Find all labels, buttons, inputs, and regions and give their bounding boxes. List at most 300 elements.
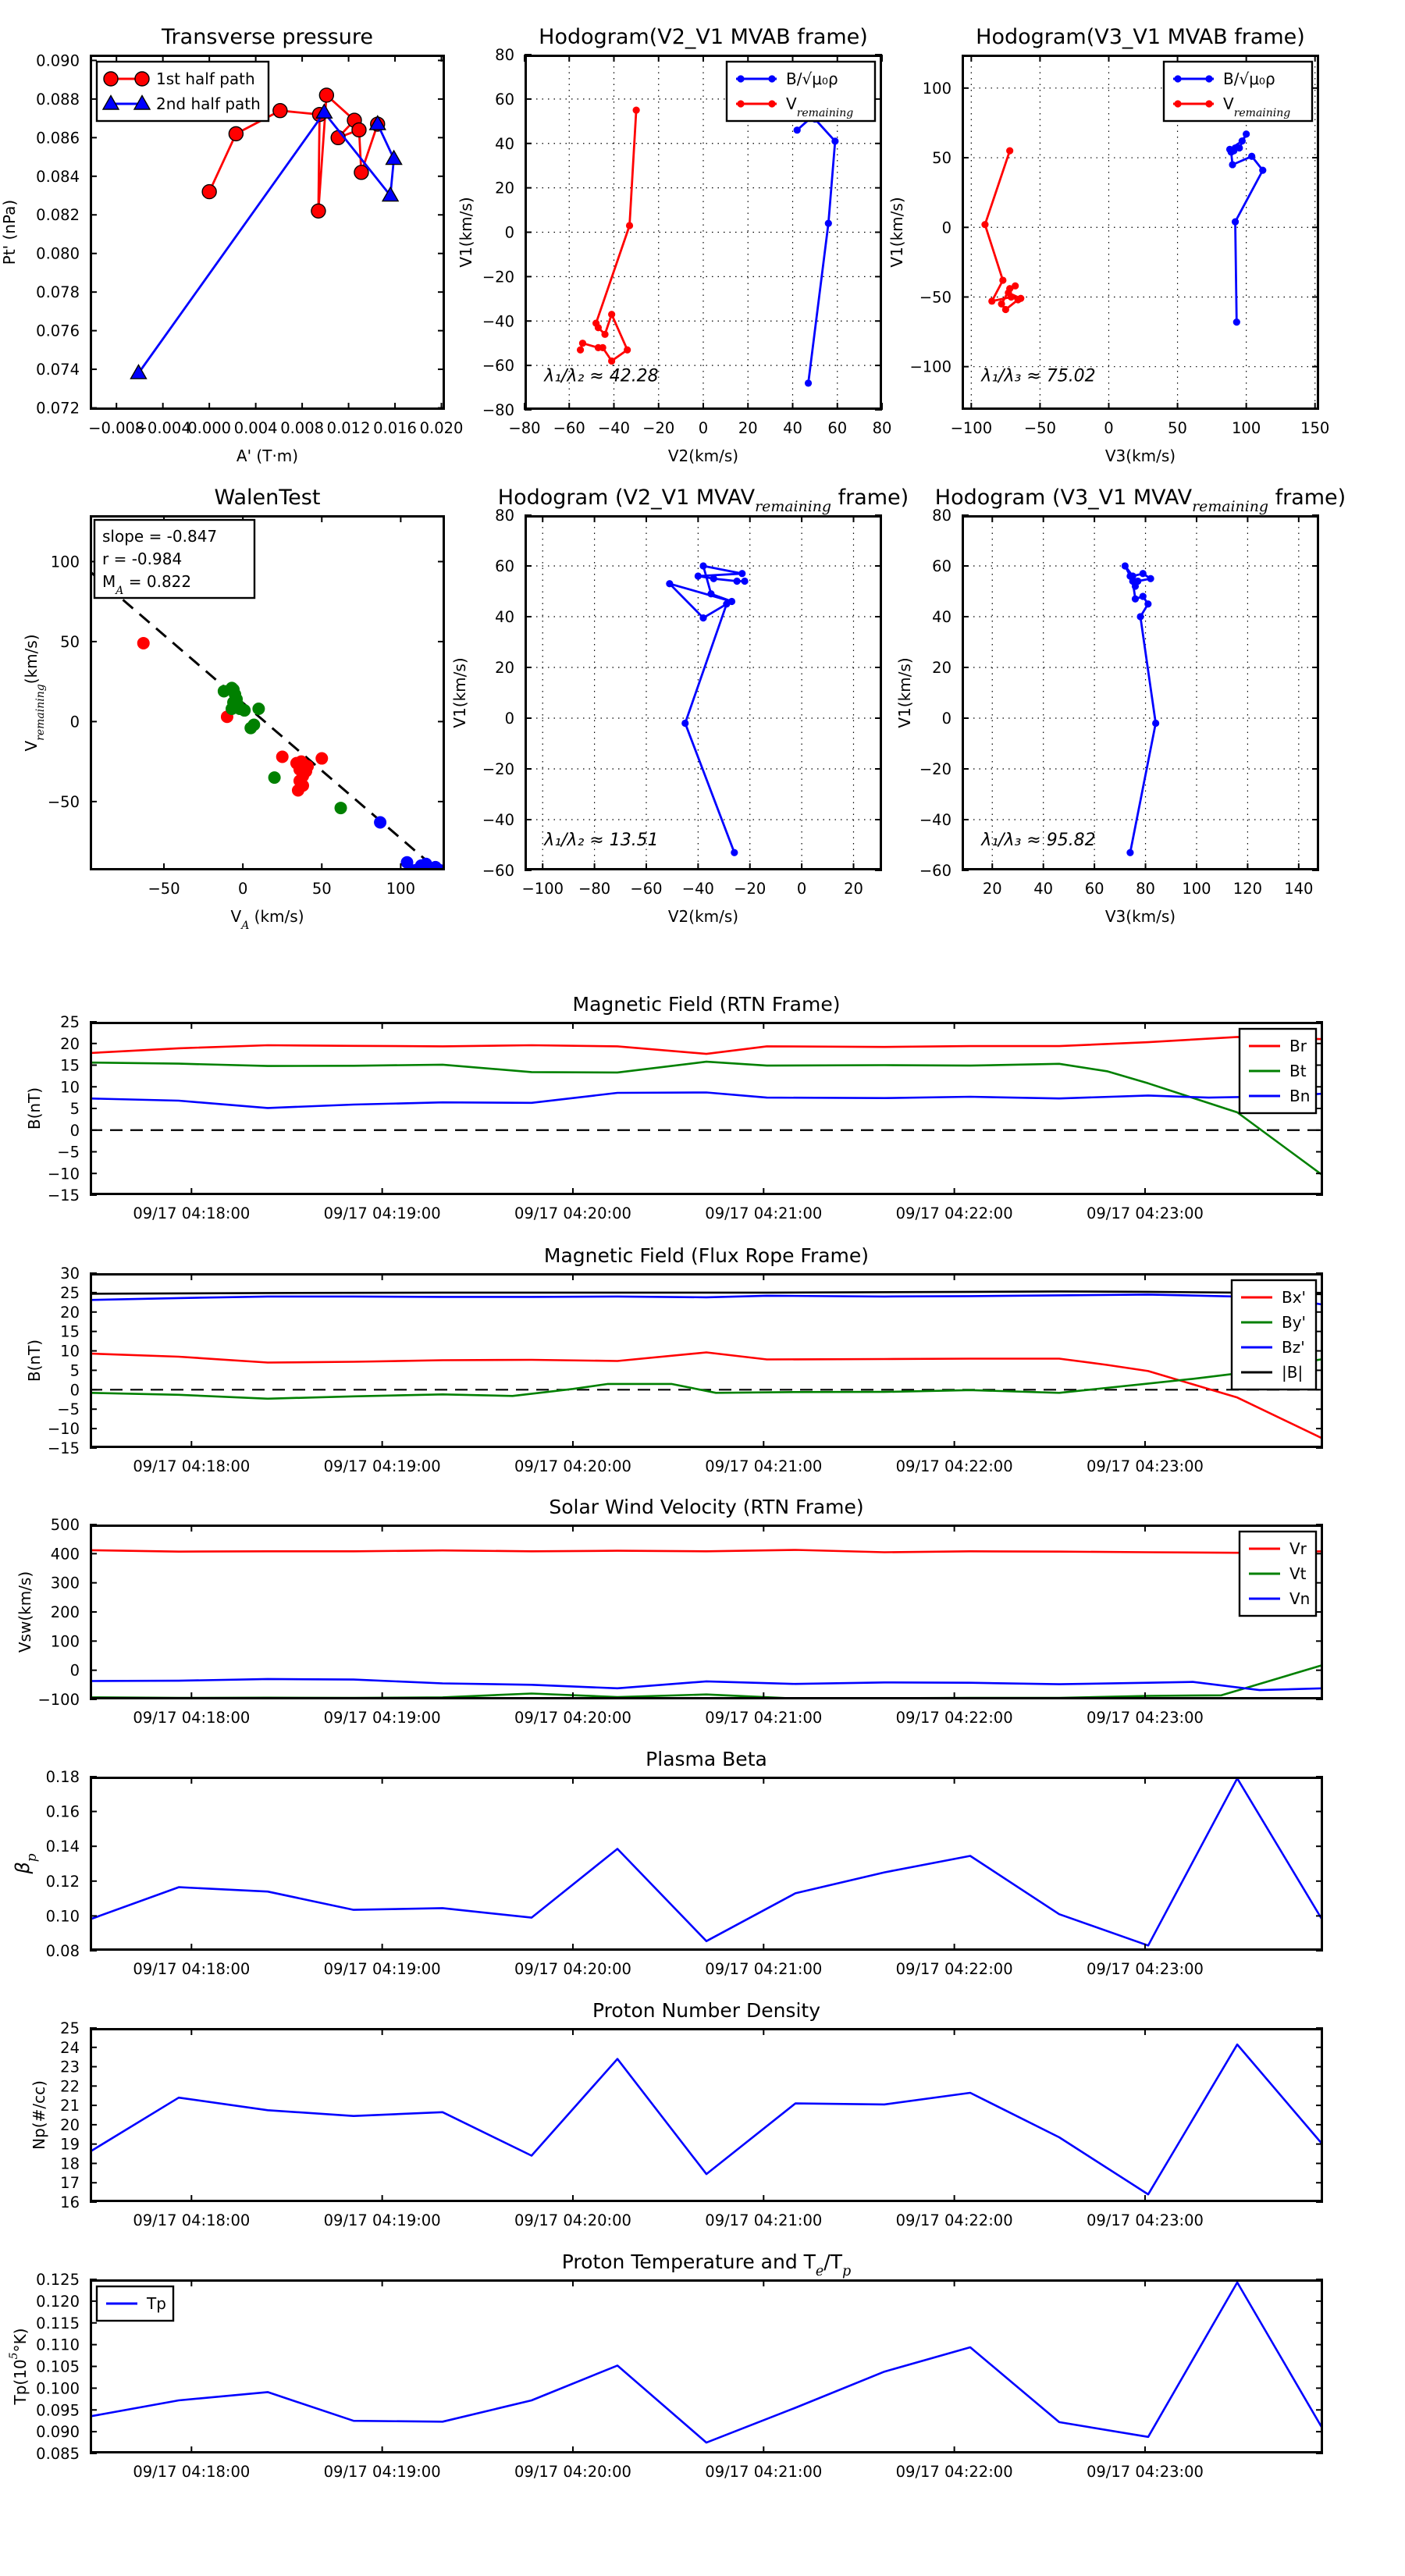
axes-frame <box>91 1275 1322 1447</box>
data-point-circle <box>352 123 366 137</box>
chart-title: Transverse pressure <box>162 25 373 49</box>
y-tick-label: 50 <box>932 149 951 168</box>
data-point-dot <box>738 570 745 577</box>
tick-marks <box>90 1273 1323 1448</box>
series-group <box>90 1550 1323 1699</box>
series-group <box>90 2044 1323 2194</box>
legend-label: 1st half path <box>156 69 255 88</box>
data-point-dot <box>595 324 602 331</box>
chart-transverse_pressure <box>0 25 464 465</box>
series-bx- <box>90 1353 1323 1439</box>
y-tick-label: −20 <box>482 760 514 778</box>
x-tick-label: 09/17 04:21:00 <box>705 1960 823 1978</box>
y-tick-label: 0.16 <box>45 1802 80 1821</box>
y-tick-label: 19 <box>60 2135 80 2154</box>
x-tick-label: 09/17 04:23:00 <box>1086 1709 1204 1727</box>
x-tick-label: 20 <box>844 880 863 898</box>
data-point-dot <box>1233 318 1240 326</box>
data-point-dot <box>601 331 608 338</box>
x-tick-label: 09/17 04:23:00 <box>1086 2211 1204 2229</box>
y-tick-label: 0.120 <box>36 2292 80 2311</box>
legend-label: B/√μ₀ρ <box>786 69 838 88</box>
x-tick-label: −20 <box>734 880 767 898</box>
y-tick-label: 60 <box>495 90 514 109</box>
fit-stats-box <box>94 520 254 598</box>
y-tick-label: 0 <box>69 1381 80 1400</box>
y-tick-label: 100 <box>50 1632 80 1651</box>
y-axis-label: $V_{remaining}(km/s)$ <box>22 634 47 752</box>
y-tick-label: −60 <box>482 357 514 375</box>
x-tick-label: 09/17 04:22:00 <box>895 2211 1013 2229</box>
data-point-dot <box>1230 148 1237 155</box>
y-tick-label: 0.115 <box>36 2314 80 2332</box>
y-tick-label: 15 <box>60 1322 80 1341</box>
x-tick-label: 09/17 04:22:00 <box>895 1204 1013 1222</box>
x-tick-label: 140 <box>1284 880 1314 898</box>
series-group <box>1122 562 1159 856</box>
data-point-dot <box>1259 166 1266 173</box>
data-point-scatter <box>374 817 386 829</box>
data-point-dot <box>1174 100 1181 107</box>
y-tick-label: −40 <box>919 811 951 829</box>
chart-title: Hodogram(V3_V1 MVAB frame) <box>976 25 1305 49</box>
legend-label: B/√μ₀ρ <box>1223 69 1275 88</box>
data-point-dot <box>707 590 714 597</box>
chart-title: Magnetic Field (Flux Rope Frame) <box>543 1244 870 1267</box>
data-point-dot <box>710 575 717 582</box>
x-tick-label: 09/17 04:18:00 <box>133 1204 251 1222</box>
x-tick-label: 80 <box>1136 880 1155 898</box>
fit-stat-line: r = -0.984 <box>102 550 183 568</box>
x-tick-label: 0 <box>1104 419 1114 437</box>
x-tick-label: −0.008 <box>88 419 145 437</box>
x-tick-label: −50 <box>148 880 180 898</box>
data-point-dot <box>831 137 838 144</box>
data-point-scatter <box>276 750 289 763</box>
x-tick-label: 09/17 04:20:00 <box>514 1457 631 1475</box>
y-tick-label: 0.095 <box>36 2401 80 2420</box>
x-tick-label: 09/17 04:21:00 <box>705 2211 823 2229</box>
y-tick-label: 0.110 <box>36 2336 80 2354</box>
data-point-dot <box>666 580 673 587</box>
chart-hod_mvav_v2 <box>450 486 909 926</box>
y-tick-label: 17 <box>60 2174 80 2193</box>
legend <box>727 62 875 121</box>
data-point-dot <box>768 100 775 107</box>
data-point-dot <box>1205 100 1212 107</box>
data-point-dot <box>1248 153 1255 160</box>
y-tick-label: 24 <box>60 2038 80 2057</box>
y-tick-label: 20 <box>60 1303 80 1322</box>
y-tick-label: 0.105 <box>36 2357 80 2376</box>
x-tick-label: −60 <box>553 419 585 437</box>
data-point-dot <box>699 562 706 569</box>
y-tick-label: −5 <box>57 1143 80 1162</box>
x-tick-label: 100 <box>1182 880 1211 898</box>
data-point-dot <box>624 347 631 354</box>
y-tick-label: 40 <box>495 608 514 626</box>
y-tick-label: 200 <box>50 1603 80 1621</box>
data-point-dot <box>577 347 584 354</box>
data-point-circle <box>273 104 287 118</box>
data-point-dot <box>626 222 633 229</box>
y-tick-label: 0 <box>69 1661 80 1680</box>
y-tick-label: 0.10 <box>45 1907 80 1926</box>
x-tick-label: 09/17 04:18:00 <box>133 1960 251 1978</box>
data-point-dot <box>1239 137 1246 144</box>
data-point-dot <box>998 301 1005 308</box>
y-tick-label: 40 <box>932 608 951 626</box>
y-tick-label: 0.084 <box>36 167 80 186</box>
y-tick-label: 20 <box>932 659 951 677</box>
y-tick-label: 400 <box>50 1545 80 1564</box>
legend <box>1240 1029 1316 1113</box>
data-point-dot <box>981 221 988 228</box>
x-tick-label: 09/17 04:20:00 <box>514 1204 631 1222</box>
chart-title: Proton Temperature and $T_e/T_p$ <box>561 2250 852 2279</box>
data-point-dot <box>728 598 735 605</box>
y-tick-label: 5 <box>69 1361 80 1380</box>
y-axis-label: B(nT) <box>25 1339 44 1382</box>
y-tick-label: 100 <box>922 79 951 98</box>
y-tick-label: 0 <box>504 223 514 242</box>
grid-lines <box>962 515 1319 870</box>
series-2nd-half-path <box>130 105 401 379</box>
y-axis-label: Vsw(km/s) <box>16 1571 34 1653</box>
data-point-dot <box>1136 613 1144 620</box>
data-point-dot <box>1017 295 1024 302</box>
x-tick-label: 60 <box>827 419 848 437</box>
y-tick-label: −20 <box>482 268 514 286</box>
x-tick-label: 09/17 04:22:00 <box>895 1960 1013 1978</box>
y-tick-label: 25 <box>60 1283 80 1302</box>
y-tick-label: 0.080 <box>36 244 80 263</box>
x-tick-label: 40 <box>783 419 802 437</box>
data-point-circle <box>202 185 216 199</box>
y-tick-label: 0 <box>69 1121 80 1140</box>
data-point-dot <box>1132 582 1139 589</box>
x-tick-label: 150 <box>1300 419 1330 437</box>
x-tick-label: 20 <box>982 880 1002 898</box>
x-tick-label: 09/17 04:23:00 <box>1086 1204 1204 1222</box>
x-tick-label: 0.020 <box>419 419 464 437</box>
fit-stat-line: slope = -0.847 <box>102 527 218 546</box>
y-tick-label: 0.085 <box>36 2445 80 2463</box>
x-tick-label: 100 <box>386 880 415 898</box>
data-point-dot <box>681 720 688 727</box>
y-tick-label: −80 <box>482 401 514 419</box>
chart-title: Plasma Beta <box>646 1748 767 1770</box>
axes-frame <box>91 2281 1322 2453</box>
data-point-dot <box>768 75 775 82</box>
data-point-scatter <box>301 760 314 773</box>
y-tick-label: 0.125 <box>36 2271 80 2289</box>
y-tick-label: −10 <box>47 1420 80 1439</box>
x-tick-label: −40 <box>597 419 631 437</box>
data-point-dot <box>1205 75 1212 82</box>
data-point-dot <box>737 75 744 82</box>
data-point-dot <box>1174 75 1181 82</box>
y-tick-label: −15 <box>47 1187 80 1204</box>
series-group <box>981 130 1266 326</box>
data-point-dot <box>988 297 995 304</box>
chart-title: WalenTest <box>214 486 321 510</box>
y-tick-label: 0.14 <box>45 1838 80 1856</box>
x-tick-label: 09/17 04:23:00 <box>1086 1457 1204 1475</box>
x-tick-label: 0 <box>698 419 709 437</box>
x-axis-label: A' (T·m) <box>236 447 299 465</box>
chart-vel_rtn <box>16 1496 1323 1727</box>
series-group <box>130 88 401 379</box>
x-tick-label: 0.016 <box>373 419 417 437</box>
x-tick-label: −40 <box>681 880 714 898</box>
legend <box>1164 62 1312 121</box>
legend <box>97 62 269 121</box>
x-tick-label: 80 <box>872 419 892 437</box>
data-point-triangle <box>386 151 402 165</box>
y-tick-label: 0.076 <box>36 322 80 340</box>
x-tick-label: 09/17 04:20:00 <box>514 2463 631 2481</box>
series-v-path <box>666 562 748 856</box>
x-tick-label: −100 <box>521 880 564 898</box>
y-tick-label: 20 <box>60 1034 80 1053</box>
x-tick-label: 09/17 04:18:00 <box>133 2463 251 2481</box>
x-tick-label: 09/17 04:21:00 <box>705 1457 823 1475</box>
chart-hod_mvab_v3 <box>887 25 1330 465</box>
y-tick-label: 20 <box>495 179 514 197</box>
data-point-circle <box>104 72 118 86</box>
y-tick-label: 0.074 <box>36 361 80 379</box>
legend-label: Bt <box>1289 1062 1307 1080</box>
legend <box>97 2286 173 2321</box>
y-tick-label: 500 <box>50 1516 80 1534</box>
chart-hod_mvab_v2 <box>457 25 892 465</box>
data-point-scatter <box>238 704 251 717</box>
x-tick-label: 0 <box>237 880 248 898</box>
fit-dashed-line <box>90 571 438 870</box>
series-group <box>666 562 748 856</box>
data-point-dot <box>595 344 602 351</box>
x-axis-label: $V_A$ (km/s) <box>230 907 304 932</box>
x-axis-label: V3(km/s) <box>1104 447 1176 465</box>
y-tick-label: 25 <box>60 2019 80 2037</box>
legend-label: Bx' <box>1282 1288 1307 1307</box>
data-point-dot <box>1140 570 1147 577</box>
data-point-circle <box>135 72 149 86</box>
annotation-lambda-ratio: λ₁/λ₂ ≈ 42.28 <box>544 366 659 386</box>
data-point-dot <box>1232 219 1239 226</box>
x-tick-label: −0.004 <box>134 419 191 437</box>
y-tick-label: 5 <box>69 1100 80 1118</box>
legend-label: $V_{remaining}$ <box>786 94 854 119</box>
y-tick-label: 16 <box>60 2194 80 2211</box>
series-group <box>90 2282 1323 2443</box>
x-tick-label: 09/17 04:21:00 <box>705 1709 823 1727</box>
x-tick-label: 09/17 04:18:00 <box>133 2211 251 2229</box>
x-axis-label: V3(km/s) <box>1104 907 1176 926</box>
x-tick-label: 09/17 04:19:00 <box>323 1709 441 1727</box>
x-tick-label: 100 <box>1232 419 1261 437</box>
y-tick-label: 10 <box>60 1342 80 1361</box>
series-np <box>90 2044 1323 2194</box>
x-tick-label: −80 <box>578 880 611 898</box>
y-tick-label: −10 <box>47 1165 80 1183</box>
y-tick-label: 0.18 <box>45 1768 80 1786</box>
y-axis-label: V1(km/s) <box>450 657 469 728</box>
series-group <box>90 1291 1323 1439</box>
y-tick-label: 60 <box>932 557 951 575</box>
data-point-dot <box>1152 720 1159 727</box>
data-point-scatter <box>292 785 304 797</box>
x-tick-label: 09/17 04:18:00 <box>133 1457 251 1475</box>
y-tick-label: −50 <box>47 792 80 811</box>
x-tick-label: 09/17 04:20:00 <box>514 1709 631 1727</box>
y-axis-label: V1(km/s) <box>457 197 475 268</box>
x-tick-label: 09/17 04:22:00 <box>895 2463 1013 2481</box>
data-point-dot <box>633 106 640 113</box>
x-tick-label: 09/17 04:18:00 <box>133 1709 251 1727</box>
x-axis-label: V2(km/s) <box>667 447 739 465</box>
y-tick-label: 25 <box>60 1013 80 1031</box>
y-axis-label: V1(km/s) <box>887 197 906 268</box>
series-vr <box>90 1550 1323 1553</box>
data-point-dot <box>699 614 706 621</box>
x-axis-label: V2(km/s) <box>667 907 739 926</box>
y-axis-label: Np(#/cc) <box>30 2080 48 2150</box>
annotation-lambda-ratio: λ₁/λ₂ ≈ 13.51 <box>544 831 659 851</box>
data-point-dot <box>1126 572 1133 579</box>
series-group <box>577 105 839 387</box>
data-point-dot <box>608 358 615 365</box>
y-tick-label: 18 <box>60 2154 80 2173</box>
series-scatter-green <box>218 681 347 814</box>
series-tp <box>90 2282 1323 2443</box>
x-tick-label: −60 <box>630 880 663 898</box>
data-point-dot <box>1147 575 1154 582</box>
chart-title: Hodogram (V3_V1 $MVAV_{remaining}$ frame) <box>934 486 1346 515</box>
legend-label: Tp <box>147 2294 166 2313</box>
y-tick-label: −15 <box>47 1439 80 1457</box>
y-tick-label: 0.072 <box>36 399 80 418</box>
chart-np <box>30 1999 1323 2229</box>
x-tick-label: 09/17 04:22:00 <box>895 1457 1013 1475</box>
y-tick-label: 0.088 <box>36 90 80 109</box>
legend-label: 2nd half path <box>156 94 261 113</box>
y-tick-label: 40 <box>495 134 514 153</box>
x-tick-label: 60 <box>1084 880 1104 898</box>
y-tick-label: 300 <box>50 1574 80 1592</box>
data-point-dot <box>695 572 702 579</box>
series-br <box>90 1037 1323 1054</box>
legend-label: Br <box>1289 1037 1307 1055</box>
x-tick-label: 0 <box>796 880 807 898</box>
series-v-remaining <box>981 148 1024 314</box>
annotation-lambda-ratio: λ₁/λ₃ ≈ 95.82 <box>981 831 1096 851</box>
data-point-dot <box>1140 592 1147 600</box>
data-point-dot <box>794 126 801 133</box>
chart-title: Hodogram (V2_V1 $MVAV_{remaining}$ frame) <box>497 486 909 515</box>
x-tick-label: 09/17 04:19:00 <box>323 1960 441 1978</box>
fit-stat-line: $M_A = 0.822$ <box>102 572 192 597</box>
data-point-dot <box>825 220 832 227</box>
y-tick-label: −50 <box>919 288 951 307</box>
data-point-dot <box>1006 148 1013 155</box>
data-point-scatter <box>335 802 347 814</box>
data-point-dot <box>1012 283 1019 290</box>
y-axis-label: $\beta_p$ <box>12 1853 39 1874</box>
x-tick-label: 20 <box>738 419 758 437</box>
legend-label: Vt <box>1289 1564 1307 1583</box>
series-b-sqrt-mu0-rho- <box>1226 130 1266 326</box>
y-tick-label: 0.086 <box>36 129 80 148</box>
series-group <box>90 1778 1323 1945</box>
legend-label: Vr <box>1289 1539 1307 1558</box>
series-v-path <box>1122 562 1159 856</box>
y-tick-label: −40 <box>482 811 514 829</box>
x-tick-label: −80 <box>508 419 541 437</box>
y-tick-label: 60 <box>495 557 514 575</box>
y-tick-label: 0 <box>504 710 514 728</box>
x-tick-label: −20 <box>642 419 675 437</box>
y-tick-label: 0.08 <box>45 1942 80 1960</box>
chart-title: Proton Number Density <box>592 1999 820 2022</box>
x-tick-label: −100 <box>950 419 993 437</box>
annotation-lambda-ratio: λ₁/λ₃ ≈ 75.02 <box>981 366 1096 386</box>
x-tick-label: 09/17 04:19:00 <box>323 2211 441 2229</box>
chart-hod_mvav_v3 <box>895 486 1346 926</box>
y-tick-label: −20 <box>919 760 951 778</box>
x-tick-label: 09/17 04:21:00 <box>705 1204 823 1222</box>
tick-marks <box>90 2279 1323 2453</box>
y-tick-label: 20 <box>60 2115 80 2134</box>
legend-label: Bn <box>1289 1087 1311 1105</box>
x-tick-label: 09/17 04:20:00 <box>514 1960 631 1978</box>
x-tick-label: 40 <box>1033 880 1054 898</box>
axes-frame <box>91 1778 1322 1950</box>
data-point-dot <box>999 276 1006 283</box>
y-tick-label: 0 <box>941 219 951 237</box>
chart-mag_fr <box>25 1244 1323 1475</box>
series-bt <box>90 1062 1323 1176</box>
data-point-dot <box>1132 596 1139 603</box>
y-tick-label: 0.078 <box>36 283 80 302</box>
legend-label: |B| <box>1282 1363 1304 1382</box>
data-point-dot <box>1243 130 1250 137</box>
y-tick-label: 80 <box>495 507 514 525</box>
y-axis-label: V1(km/s) <box>895 657 914 728</box>
x-tick-label: 09/17 04:19:00 <box>323 1204 441 1222</box>
legend <box>1232 1280 1316 1389</box>
y-tick-label: −60 <box>482 862 514 880</box>
y-tick-label: 0.12 <box>45 1872 80 1891</box>
y-tick-label: 0.090 <box>36 2423 80 2442</box>
chart-mag_rtn <box>25 993 1323 1222</box>
x-tick-label: 09/17 04:22:00 <box>895 1709 1013 1727</box>
y-axis-label: $Tp(10^5^\circ K)$ <box>8 2328 30 2405</box>
x-tick-label: 09/17 04:21:00 <box>705 2463 823 2481</box>
y-tick-label: 0.100 <box>36 2379 80 2398</box>
y-tick-label: 10 <box>60 1078 80 1097</box>
series-bn <box>90 1093 1323 1108</box>
data-point-dot <box>742 578 749 585</box>
x-tick-label: 0.000 <box>187 419 232 437</box>
y-tick-label: −100 <box>37 1691 80 1709</box>
y-tick-label: 30 <box>60 1265 80 1283</box>
y-tick-label: −100 <box>909 358 951 376</box>
x-tick-label: 0.012 <box>326 419 371 437</box>
data-point-circle <box>229 126 243 141</box>
y-axis-label: Pt' (nPa) <box>0 199 19 265</box>
